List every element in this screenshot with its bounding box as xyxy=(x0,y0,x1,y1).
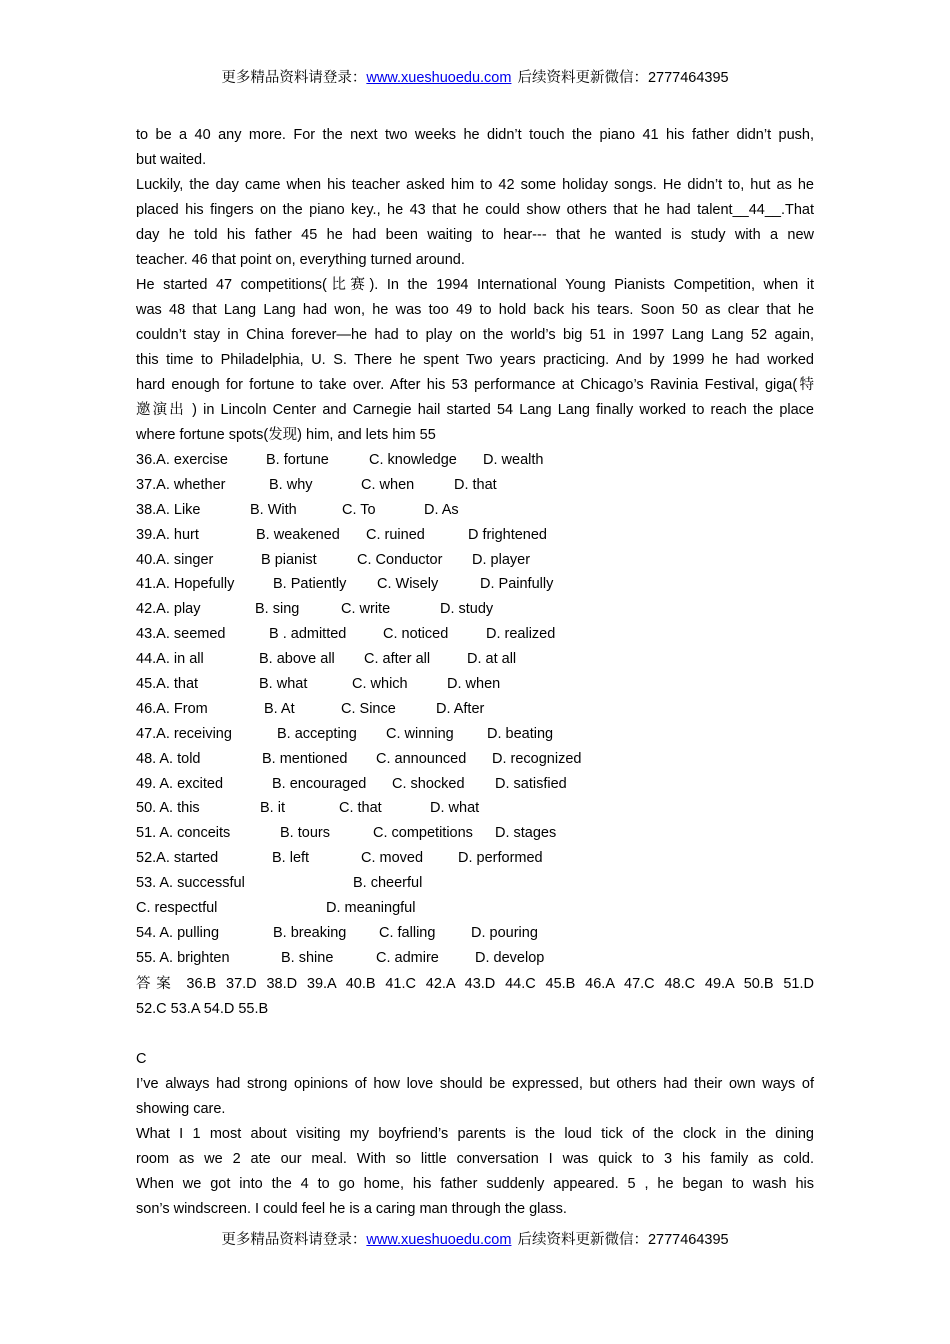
option-d: D. wealth xyxy=(483,452,544,468)
footer-suffix: 后续资料更新微信：2777464395 xyxy=(517,1232,729,1248)
header-link[interactable]: www.xueshuoedu.com xyxy=(366,70,512,86)
spacer xyxy=(136,1022,814,1047)
passage-line: but waited. xyxy=(136,152,207,168)
question-row xyxy=(136,672,814,697)
question-row xyxy=(136,597,814,622)
option-a: 40.A. singer xyxy=(136,551,214,568)
passage-line: where fortune spots(发现) him, and lets him 55 xyxy=(136,427,436,443)
footer-link[interactable]: www.xueshuoedu.com xyxy=(366,1232,512,1248)
option-c: C. ruined xyxy=(366,526,425,543)
passage-line: showing care. xyxy=(136,1100,226,1117)
option-a: 37.A. whether xyxy=(136,476,226,493)
option-a: 44.A. in all xyxy=(136,651,204,668)
option-d: D. After xyxy=(436,700,485,717)
option-c: C. write xyxy=(341,601,391,618)
option-b: B. tours xyxy=(280,825,330,842)
option-b: B . admitted xyxy=(269,626,347,643)
passage-line: placed his fingers on the piano key., he 43 that he could show others that he had talent__44__.That xyxy=(136,202,814,218)
question-row xyxy=(136,747,814,772)
option-c: C. falling xyxy=(379,924,436,941)
page-header xyxy=(0,66,950,87)
header-prefix: 更多精品资料请登录： xyxy=(221,70,367,86)
option-c: C. competitions xyxy=(373,825,473,842)
passage-line: 邀演出 ) in Lincoln Center and Carnegie hail started 54 Lang Lang finally worked to reach the place xyxy=(136,402,814,418)
option-c: C. that xyxy=(339,800,382,817)
option-d: D. at all xyxy=(467,651,517,668)
option-c: C. Wisely xyxy=(377,576,439,593)
question-row xyxy=(136,498,814,523)
option-a: 39.A. hurt xyxy=(136,526,199,543)
option-c: C. shocked xyxy=(392,775,465,792)
option-a: 52.A. started xyxy=(136,850,219,867)
option-b: B. what xyxy=(259,676,308,693)
question-row xyxy=(136,772,814,797)
option-d: D. As xyxy=(424,501,459,518)
option-c: C. knowledge xyxy=(369,452,457,468)
option-d: D. study xyxy=(440,601,494,618)
option-a: 54. A. pulling xyxy=(136,924,220,941)
question-row-53a xyxy=(136,871,814,896)
passage-line: He started 47 competitions(比赛). In the 1994 International Young Pianists Competition, when it xyxy=(136,277,814,293)
option-a: 53. A. successful xyxy=(136,875,245,892)
passage-line: room as we 2 ate our meal. With so little conversation I was quick to 3 his family as cold. xyxy=(136,1150,814,1167)
question-row xyxy=(136,722,814,747)
passage-line: day he told his father 45 he had been waiting to hear--- that he wanted is study with a new xyxy=(136,227,814,243)
option-a: 45.A. that xyxy=(136,676,199,693)
option-b: B. mentioned xyxy=(262,750,348,767)
passage-line: son’s windscreen. I could feel he is a caring man through the glass. xyxy=(136,1200,567,1217)
option-b: B. breaking xyxy=(273,924,347,941)
option-d: D. player xyxy=(472,551,531,568)
option-a: 46.A. From xyxy=(136,700,208,717)
option-b: B. cheerful xyxy=(353,875,423,892)
option-a: 42.A. play xyxy=(136,601,201,618)
option-a: 47.A. receiving xyxy=(136,725,232,742)
option-c: C. after all xyxy=(364,651,431,668)
question-row xyxy=(136,473,814,498)
question-row xyxy=(136,572,814,597)
question-row xyxy=(136,796,814,821)
passage-line: to be a 40 any more. For the next two weeks he didn’t touch the piano 41 his father didn’t push, xyxy=(136,127,814,143)
option-a: 43.A. seemed xyxy=(136,626,226,643)
section-label: C xyxy=(136,1050,147,1067)
option-c: C. announced xyxy=(376,750,467,767)
option-a: 49. A. excited xyxy=(136,775,224,792)
option-b: B. left xyxy=(272,850,310,867)
option-d: D. pouring xyxy=(471,924,538,941)
option-c: C. which xyxy=(352,676,408,693)
passage-line: When we got into the 4 to go home, his father suddenly appeared. 5 , he began to wash his xyxy=(136,1175,814,1192)
option-b: B. Patiently xyxy=(273,576,347,593)
option-a: 50. A. this xyxy=(136,800,200,817)
question-row xyxy=(136,647,814,672)
option-c: C. noticed xyxy=(383,626,449,643)
option-d: D. recognized xyxy=(492,750,582,767)
option-d: D. beating xyxy=(487,725,554,742)
passage-line: couldn’t stay in China forever—he had to play on the world’s big 51 in 1997 Lang Lang 52 again, xyxy=(136,327,814,343)
option-a: 41.A. Hopefully xyxy=(136,576,235,593)
option-c: C. admire xyxy=(376,949,439,966)
document-body xyxy=(136,123,814,1222)
option-c: C. Since xyxy=(341,700,396,717)
page-footer xyxy=(0,1228,950,1249)
option-a: 51. A. conceits xyxy=(136,825,231,842)
option-d: D frightened xyxy=(468,526,547,543)
option-b: B. sing xyxy=(255,601,300,618)
option-d: D. stages xyxy=(495,825,557,842)
question-row xyxy=(136,523,814,548)
option-b: B. it xyxy=(260,800,285,817)
header-suffix: 后续资料更新微信：2777464395 xyxy=(517,70,729,86)
option-a: 48. A. told xyxy=(136,750,201,767)
passage-line: Luckily, the day came when his teacher asked him to 42 some holiday songs. He didn’t to, hut as he xyxy=(136,177,814,193)
option-a: 36.A. exercise xyxy=(136,452,228,468)
option-b: B. With xyxy=(250,501,297,518)
option-b: B. shine xyxy=(281,949,334,966)
answer-key-line: 答案 36.B 37.D 38.D 39.A 40.B 41.C 42.A 43.D 44.C 45.B 46.A 47.C 48.C 49.A 50.B 51.D xyxy=(136,975,814,992)
option-b: B. above all xyxy=(259,651,335,668)
passage-line: I’ve always had strong opinions of how love should be expressed, but others had their own ways of xyxy=(136,1075,814,1092)
option-d: D. that xyxy=(454,476,497,493)
question-row xyxy=(136,548,814,573)
option-d: D. develop xyxy=(475,949,545,966)
option-a: 38.A. Like xyxy=(136,501,201,518)
passage-line: this time to Philadelphia, U. S. There he spent Two years practicing. And by 1999 he had worked xyxy=(136,352,814,368)
option-d: D. satisfied xyxy=(495,775,567,792)
passage-line: What I 1 most about visiting my boyfriend’s parents is the loud tick of the clock in the dining xyxy=(136,1125,814,1142)
option-d: D. what xyxy=(430,800,480,817)
option-b: B. why xyxy=(269,476,313,493)
option-b: B. weakened xyxy=(256,526,340,543)
passage-line: was 48 that Lang Lang had won, he was too 49 to hold back his tears. Soon 50 as clear that he xyxy=(136,302,814,318)
option-d: D. when xyxy=(447,676,501,693)
option-b: B. encouraged xyxy=(272,775,367,792)
option-b: B. accepting xyxy=(277,725,357,742)
option-d: D. performed xyxy=(458,850,543,867)
question-list xyxy=(136,448,814,971)
question-row-53b xyxy=(136,896,814,921)
option-d: D. realized xyxy=(486,626,556,643)
question-row xyxy=(136,921,814,946)
option-b: B. fortune xyxy=(266,452,329,468)
question-row xyxy=(136,448,814,473)
question-row xyxy=(136,697,814,722)
option-a: 55. A. brighten xyxy=(136,949,230,966)
passage-line: hard enough for fortune to take over. After his 53 performance at Chicago’s Ravinia Festival, giga(特 xyxy=(136,377,814,393)
option-c: C. Conductor xyxy=(357,551,443,568)
option-c: C. moved xyxy=(361,850,424,867)
option-c: C. when xyxy=(361,476,415,493)
question-row xyxy=(136,946,814,971)
option-d: D. meaningful xyxy=(326,900,416,917)
option-c: C. winning xyxy=(386,725,454,742)
question-row xyxy=(136,622,814,647)
option-c: C. To xyxy=(342,501,376,518)
question-row xyxy=(136,821,814,846)
footer-prefix: 更多精品资料请登录： xyxy=(221,1232,367,1248)
option-b: B. At xyxy=(264,700,295,717)
option-b: B pianist xyxy=(261,551,317,568)
option-c: C. respectful xyxy=(136,900,218,917)
option-d: D. Painfully xyxy=(480,576,554,593)
question-row xyxy=(136,846,814,871)
answer-key-line: 52.C 53.A 54.D 55.B xyxy=(136,1000,269,1017)
passage-line: teacher. 46 that point on, everything turned around. xyxy=(136,252,465,268)
